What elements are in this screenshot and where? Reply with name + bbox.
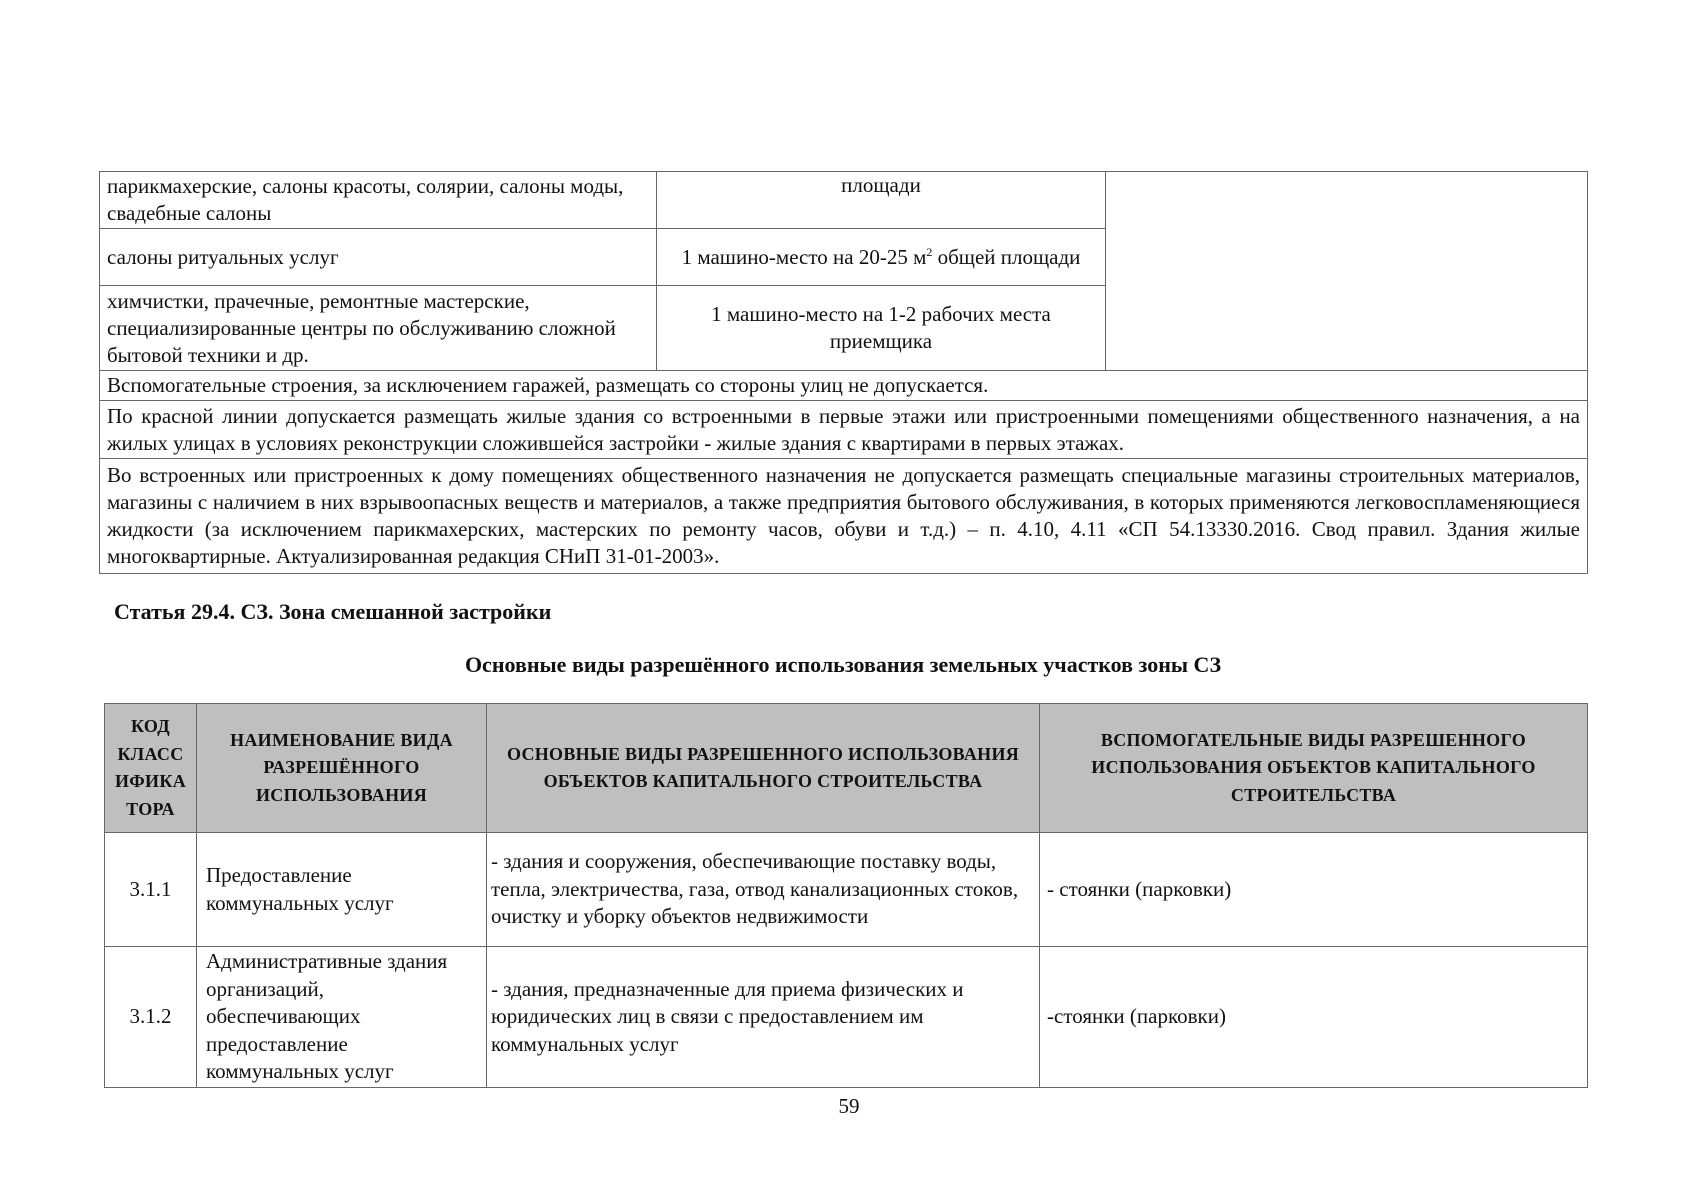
parking-norm-cell: 1 машино-место на 20-25 $м^2$ общей площади [657,229,1106,286]
section-subheading: Основные виды разрешённого использования земельных участков зоны СЗ [464,652,1222,677]
empty-cell [1106,172,1588,371]
parking-norm-cell: 1 машино-место на 1-2 рабочих места приемщика [657,286,1106,371]
table-row [105,833,1588,947]
main-uses-cell: - здания и сооружения, обеспечивающие поставку воды, тепла, электричества, газа, отвод канализационных стоков, очистку и уборку объектов недвижимости [487,833,1040,947]
header-aux-uses: ВСПОМОГАТЕЛЬНЫЕ ВИДЫ РАЗРЕШЕННОГО ИСПОЛЬЗОВАНИЯ ОБЪЕКТОВ КАПИТАЛЬНОГО СТРОИТЕЛЬСТВА [1040,704,1588,833]
table-row [100,172,1588,229]
parking-norms-table-continuation [99,171,1588,574]
table-header-row [105,704,1588,833]
aux-uses-cell: -стоянки (парковки) [1040,947,1588,1088]
facility-name-cell: салоны ритуальных услуг [100,229,657,286]
table-row [100,459,1588,574]
note-cell: Вспомогательные строения, за исключением гаражей, размещать со стороны улиц не допускается. [100,371,1588,401]
header-code: КОД КЛАСС ИФИКА ТОРА [105,704,197,833]
table-row [100,401,1588,459]
header-name: НАИМЕНОВАНИЕ ВИДА РАЗРЕШЁННОГО ИСПОЛЬЗОВАНИЯ [197,704,487,833]
note-cell: По красной линии допускается размещать жилые здания со встроенными в первые этажи или пристроенными помещениями общественного назначения, а на жилых улицах в условиях реконструкции сложившейся застройки - жилые здания с квартирами в первых этажах. [100,401,1588,459]
table-row [100,371,1588,401]
page-number: 59 [838,1094,860,1118]
use-name-cell: Административные здания организаций, обеспечивающих предоставление коммунальных услуг [197,947,487,1088]
table-row [105,947,1588,1088]
classifier-code-cell: 3.1.1 [105,833,197,947]
use-name-cell: Предоставление коммунальных услуг [197,833,487,947]
permitted-use-table [104,703,1588,1088]
main-uses-cell: - здания, предназначенные для приема физических и юридических лиц в связи с предоставлением им коммунальных услуг [487,947,1040,1088]
header-main-uses: ОСНОВНЫЕ ВИДЫ РАЗРЕШЕННОГО ИСПОЛЬЗОВАНИЯ ОБЪЕКТОВ КАПИТАЛЬНОГО СТРОИТЕЛЬСТВА [487,704,1040,833]
parking-norm-cell: площади [657,172,1106,229]
aux-uses-cell: - стоянки (парковки) [1040,833,1588,947]
classifier-code-cell: 3.1.2 [105,947,197,1088]
note-cell: Во встроенных или пристроенных к дому помещениях общественного назначения не допускается размещать специальные магазины строительных материалов, магазины с наличием в них взрывоопасных веществ и материалов, а также предприятия бытового обслуживания, в которых применяются легковоспламеняющиеся жидкости (за исключением парикмахерских, мастерских по ремонту часов, обуви и т.д.) – п. 4.10, 4.11 «СП 54.13330.2016. Свод правил. Здания жилые многоквартирные. Актуализированная редакция СНиП 31-01-2003». [100,459,1588,574]
facility-name-cell: парикмахерские, салоны красоты, солярии, салоны моды, свадебные салоны [100,172,657,229]
facility-name-cell: химчистки, прачечные, ремонтные мастерские, специализированные центры по обслуживанию сложной бытовой техники и др. [100,286,657,371]
article-heading: Статья 29.4. СЗ. Зона смешанной застройки [114,599,552,624]
